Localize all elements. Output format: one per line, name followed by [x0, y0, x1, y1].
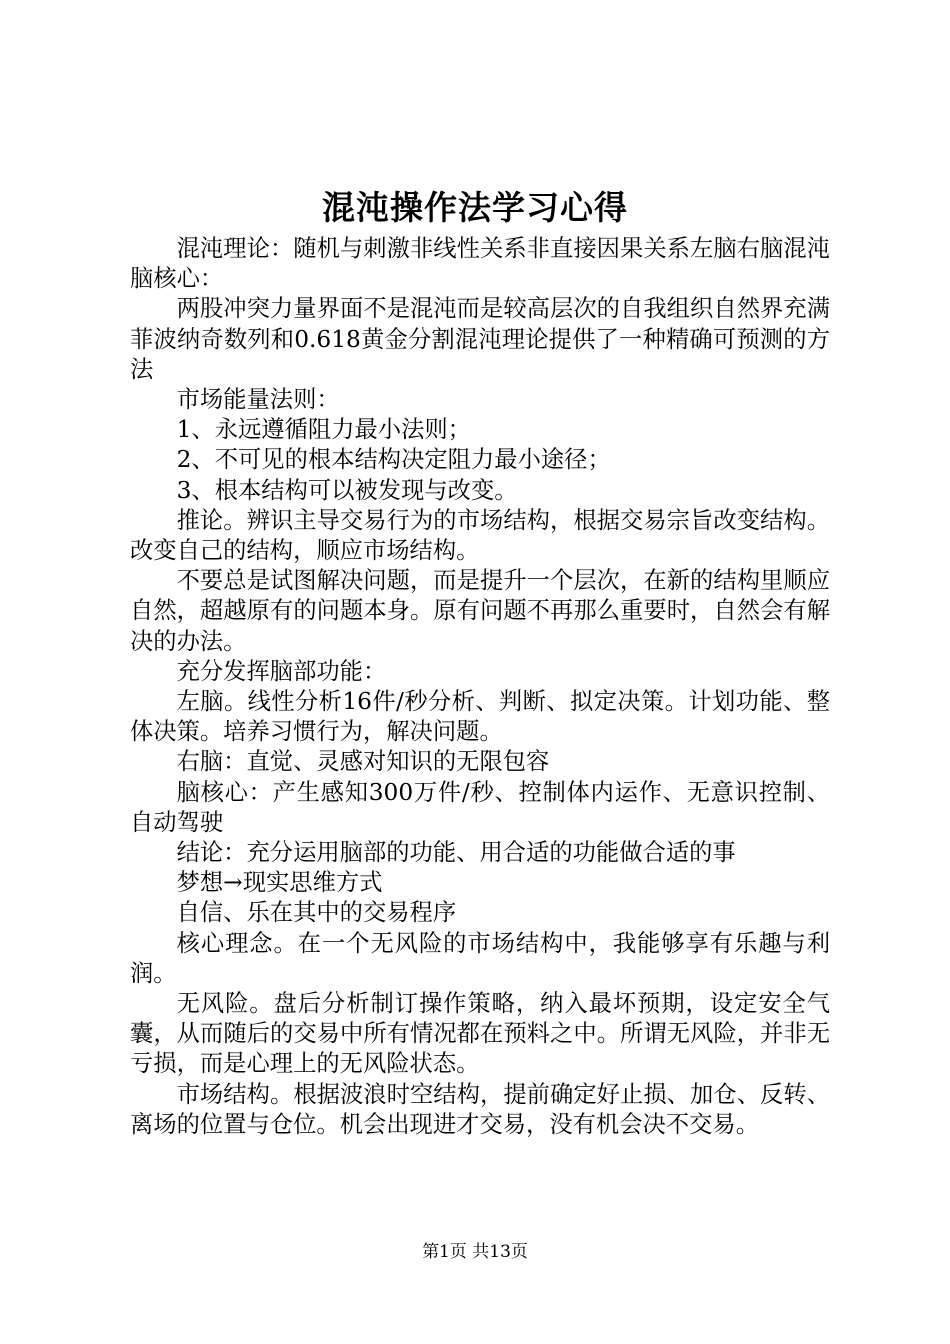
paragraph: 混沌理论：随机与刺激非线性关系非直接因果关系左脑右脑混沌脑核心： — [130, 235, 830, 293]
list-item: 3、根本结构可以被发现与改变。 — [176, 476, 518, 504]
list-item: 2、不可见的根本结构决定阻力最小途径； — [176, 446, 611, 474]
page-number-footer: 第1页 共13页 — [422, 1242, 528, 1262]
paragraph: 两股冲突力量界面不是混沌而是较高层次的自我组织自然界充满菲波纳奇数列和0.618黄金分割混沌理论提供了一种精确可预测的方法 — [130, 295, 830, 383]
paragraph: 自信、乐在其中的交易程序 — [176, 899, 457, 927]
paragraph: 市场结构。根据波浪时空结构，提前确定好止损、加仓、反转、离场的位置与仓位。机会出现进才交易，没有机会决不交易。 — [130, 1080, 830, 1138]
paragraph: 脑核心：产生感知300万件/秒、控制体内运作、无意识控制、自动驾驶 — [130, 778, 830, 836]
document-body — [130, 234, 830, 1140]
paragraph: 无风险。盘后分析制订操作策略，纳入最坏预期，设定安全气囊，从而随后的交易中所有情况都在预料之中。所谓无风险，并非无亏损，而是心理上的无风险状态。 — [130, 990, 830, 1078]
paragraph: 结论：充分运用脑部的功能、用合适的功能做合适的事 — [176, 839, 736, 867]
paragraph: 推论。辨识主导交易行为的市场结构，根据交易宗旨改变结构。改变自己的结构，顺应市场结构。 — [130, 506, 830, 565]
paragraph: 市场能量法则： — [176, 386, 340, 414]
paragraph: 右脑：直觉、灵感对知识的无限包容 — [176, 748, 550, 776]
paragraph: 充分发挥脑部功能： — [176, 657, 387, 685]
paragraph: 梦想→现实思维方式 — [176, 869, 383, 897]
list-item: 1、永远遵循阻力最小法则； — [176, 416, 471, 444]
paragraph: 左脑。线性分析16件/秒分析、判断、拟定决策。计划功能、整体决策。培养习惯行为，解决问题。 — [130, 688, 830, 746]
document-title: 混沌操作法学习心得 — [322, 188, 628, 227]
paragraph: 核心理念。在一个无风险的市场结构中，我能够享有乐趣与利润。 — [130, 929, 830, 987]
paragraph: 不要总是试图解决问题，而是提升一个层次，在新的结构里顺应自然，超越原有的问题本身。原有问题不再那么重要时，自然会有解决的办法。 — [130, 567, 830, 655]
